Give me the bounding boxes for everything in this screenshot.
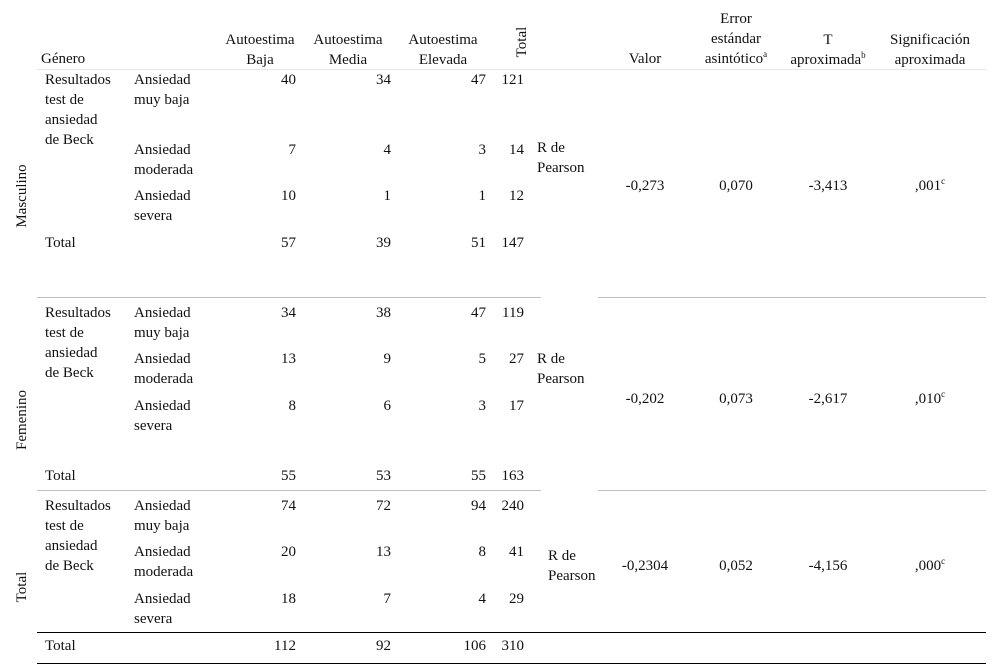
stat-error: 0,070	[719, 178, 753, 194]
cell-media: 34	[376, 72, 391, 88]
cell-total: 17	[509, 398, 524, 414]
header-media-line2: Media	[328, 52, 368, 68]
r-de-pearson-line: R de	[537, 351, 565, 367]
resultados-line: Resultados	[45, 305, 111, 321]
row-label-muy-baja	[134, 496, 191, 536]
cell-baja: 34	[281, 305, 296, 321]
r-de-pearson-line: R de	[548, 548, 576, 564]
group-separator-rule	[37, 297, 541, 298]
header-media-line1: Autoestima	[313, 32, 383, 48]
r-de-pearson-label	[548, 546, 596, 586]
header-sig-line2: aproximada	[894, 52, 966, 68]
cell-baja: 74	[281, 498, 296, 514]
row-label-muy-baja	[134, 70, 191, 110]
row-label-line: Ansiedad	[134, 188, 191, 204]
cell-baja: 7	[288, 142, 296, 158]
row-label-severa	[134, 589, 191, 629]
total-cell-elevada: 51	[471, 235, 486, 251]
row-label-line: moderada	[134, 564, 194, 580]
stat-t: -2,617	[808, 391, 848, 407]
header-baja-line2: Baja	[246, 52, 274, 68]
cell-elevada: 1	[478, 188, 486, 204]
resultados-line: de Beck	[45, 365, 94, 381]
total-row-label: Total	[45, 468, 76, 484]
row-label-line: Ansiedad	[134, 72, 191, 88]
total-cell-baja: 112	[274, 638, 296, 654]
resultados-line: test de	[45, 518, 84, 534]
row-label-severa	[134, 396, 191, 436]
total-cell-media: 53	[376, 468, 391, 484]
row-label-line: muy baja	[134, 325, 190, 341]
row-label-line: severa	[134, 611, 173, 627]
header-error-line1: Error	[720, 11, 752, 27]
cell-elevada: 5	[478, 351, 486, 367]
total-cell-media: 39	[376, 235, 391, 251]
total-cell-elevada: 55	[471, 468, 486, 484]
header-error-line2: estándar	[711, 31, 761, 47]
group-separator-rule	[598, 297, 986, 298]
header-sig-line1: Significación	[890, 32, 970, 48]
row-label-moderada	[134, 140, 193, 180]
row-label-moderada	[134, 349, 193, 389]
cell-baja: 40	[281, 72, 296, 88]
header-total-vertical: Total	[514, 26, 530, 58]
header-valor: Valor	[628, 51, 662, 67]
cell-media: 7	[383, 591, 391, 607]
row-label-line: Ansiedad	[134, 398, 191, 414]
cell-baja: 8	[288, 398, 296, 414]
r-de-pearson-line: Pearson	[537, 160, 585, 176]
cell-media: 6	[383, 398, 391, 414]
header-t-line2: aproximada$^b$	[790, 50, 866, 68]
cell-elevada: 3	[478, 142, 486, 158]
total-cell-total: 163	[501, 468, 524, 484]
group-label-2: Total	[14, 571, 30, 603]
cell-media: 4	[383, 142, 391, 158]
resultados-line: test de	[45, 92, 84, 108]
row-label-line: Ansiedad	[134, 544, 191, 560]
cell-total: 29	[509, 591, 524, 607]
resultados-line: de Beck	[45, 132, 94, 148]
resultados-line: Resultados	[45, 498, 111, 514]
stat-significacion: ,010$^c$	[914, 389, 946, 407]
stat-error: 0,073	[719, 391, 753, 407]
cell-total: 121	[501, 72, 524, 88]
cell-total: 14	[509, 142, 524, 158]
row-label-line: Ansiedad	[134, 351, 191, 367]
header-separator-rule	[37, 69, 986, 70]
total-cell-elevada: 106	[463, 638, 486, 654]
stat-t: -4,156	[808, 558, 848, 574]
cell-media: 1	[383, 188, 391, 204]
resultados-line: ansiedad	[45, 538, 98, 554]
stat-valor: -0,2304	[621, 558, 669, 574]
resultados-line: Resultados	[45, 72, 111, 88]
header-autoestima-media	[293, 30, 403, 70]
cell-baja: 20	[281, 544, 296, 560]
header-baja-line1: Autoestima	[225, 32, 295, 48]
r-de-pearson-line: R de	[537, 140, 565, 156]
row-label-line: Ansiedad	[134, 142, 191, 158]
total-cell-total: 147	[501, 235, 524, 251]
cell-elevada: 3	[478, 398, 486, 414]
row-label-line: severa	[134, 208, 173, 224]
cell-baja: 10	[281, 188, 296, 204]
cell-elevada: 47	[471, 72, 486, 88]
cell-total: 119	[502, 305, 524, 321]
row-label-line: muy baja	[134, 92, 190, 108]
cell-total: 240	[501, 498, 524, 514]
stat-significacion: ,001$^c$	[914, 176, 946, 194]
r-de-pearson-label	[537, 349, 585, 389]
cell-media: 13	[376, 544, 391, 560]
row-label-line: Ansiedad	[134, 305, 191, 321]
cell-baja: 13	[281, 351, 296, 367]
total-cell-baja: 57	[281, 235, 296, 251]
row-label-line: Ansiedad	[134, 591, 191, 607]
resultados-line: ansiedad	[45, 112, 98, 128]
header-autoestima-elevada	[388, 30, 498, 70]
cell-elevada: 8	[478, 544, 486, 560]
resultados-line: de Beck	[45, 558, 94, 574]
total-cell-baja: 55	[281, 468, 296, 484]
row-label-line: moderada	[134, 371, 194, 387]
row-label-line: moderada	[134, 162, 194, 178]
header-t-line1: T	[823, 32, 833, 48]
group-separator-rule	[37, 490, 541, 491]
group-label-0: Masculino	[14, 164, 30, 228]
header-elevada-line1: Autoestima	[408, 32, 478, 48]
resultados-label	[45, 496, 111, 576]
cell-total: 41	[509, 544, 524, 560]
resultados-line: test de	[45, 325, 84, 341]
table-bottom-rule	[37, 663, 986, 664]
row-label-severa	[134, 186, 191, 226]
table-total-top-rule	[37, 632, 986, 633]
stat-t: -3,413	[808, 178, 848, 194]
r-de-pearson-line: Pearson	[548, 568, 596, 584]
row-label-line: Ansiedad	[134, 498, 191, 514]
row-label-line: muy baja	[134, 518, 190, 534]
row-label-muy-baja	[134, 303, 191, 343]
cell-media: 72	[376, 498, 391, 514]
group-label-1: Femenino	[14, 390, 30, 450]
resultados-label	[45, 303, 111, 383]
stat-valor: -0,273	[625, 178, 665, 194]
total-cell-media: 92	[376, 638, 391, 654]
resultados-label	[45, 70, 111, 150]
total-cell-total: 310	[501, 638, 524, 654]
cell-elevada: 47	[471, 305, 486, 321]
cell-total: 27	[509, 351, 524, 367]
group-separator-rule	[598, 490, 986, 491]
total-row-label: Total	[45, 638, 76, 654]
r-de-pearson-label	[537, 138, 585, 178]
cell-total: 12	[509, 188, 524, 204]
r-de-pearson-line: Pearson	[537, 371, 585, 387]
stat-significacion: ,000$^c$	[914, 556, 946, 574]
cell-media: 9	[383, 351, 391, 367]
row-label-line: severa	[134, 418, 173, 434]
header-elevada-line2: Elevada	[418, 52, 468, 68]
cell-elevada: 94	[471, 498, 486, 514]
stat-valor: -0,202	[625, 391, 665, 407]
cell-elevada: 4	[478, 591, 486, 607]
header-genero: Género	[41, 51, 86, 67]
row-label-moderada	[134, 542, 193, 582]
resultados-line: ansiedad	[45, 345, 98, 361]
header-significacion	[870, 30, 990, 70]
cell-baja: 18	[281, 591, 296, 607]
header-error-line3: asintótico$^a$	[704, 49, 768, 67]
stat-error: 0,052	[719, 558, 753, 574]
total-row-label: Total	[45, 235, 76, 251]
cell-media: 38	[376, 305, 391, 321]
